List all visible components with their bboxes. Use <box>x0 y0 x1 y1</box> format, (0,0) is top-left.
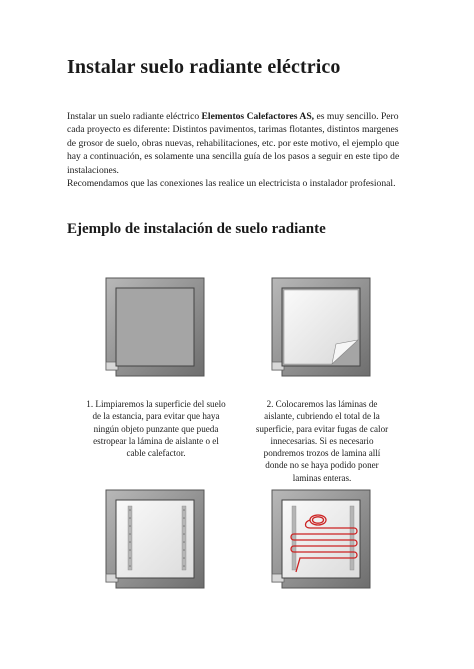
step-3-strips-illustration <box>104 488 206 590</box>
brand-name: Elementos Calefactores AS, <box>201 111 315 122</box>
intro-text-after: es muy sencillo. Pero cada proyecto es diferente: Distintos pavimentos, tarimas flotantes, distintos margenes de grosor de suelo, obras nuevas, rehabilitaciones, etc. por este motivo, el ejemplo que hay a continuación, es solamente una sencilla guía de los pasos a seguir en este tipo de instalaciones. <box>67 111 400 176</box>
section-title: Ejemplo de instalación de suelo radiante <box>67 221 326 237</box>
step-2-caption: 2. Colocaremos las láminas de aislante, cubriendo el total de la superficie, para evitar fugas de calor innecesarias. Si es necesario pondremos trozos de lamina allí donde no se haya podido poner laminas enteras. <box>255 399 389 483</box>
step-2-insulation-illustration <box>270 276 372 378</box>
intro-paragraph <box>67 110 407 177</box>
recommendation-paragraph: Recomendamos que las conexiones las realice un electricista o instalador profesional. <box>67 178 396 189</box>
step-1-caption: 1. Limpiaremos la superficie del suelo de la estancia, para evitar que haya ningún objeto punzante que pueda estropear la lámina de aislante o el cable calefactor. <box>86 399 226 459</box>
step-1-floor-illustration <box>104 276 206 378</box>
page-title: Instalar suelo radiante eléctrico <box>67 56 341 78</box>
step-4-cable-illustration <box>270 488 372 590</box>
intro-text-before: Instalar un suelo radiante eléctrico <box>67 111 202 122</box>
